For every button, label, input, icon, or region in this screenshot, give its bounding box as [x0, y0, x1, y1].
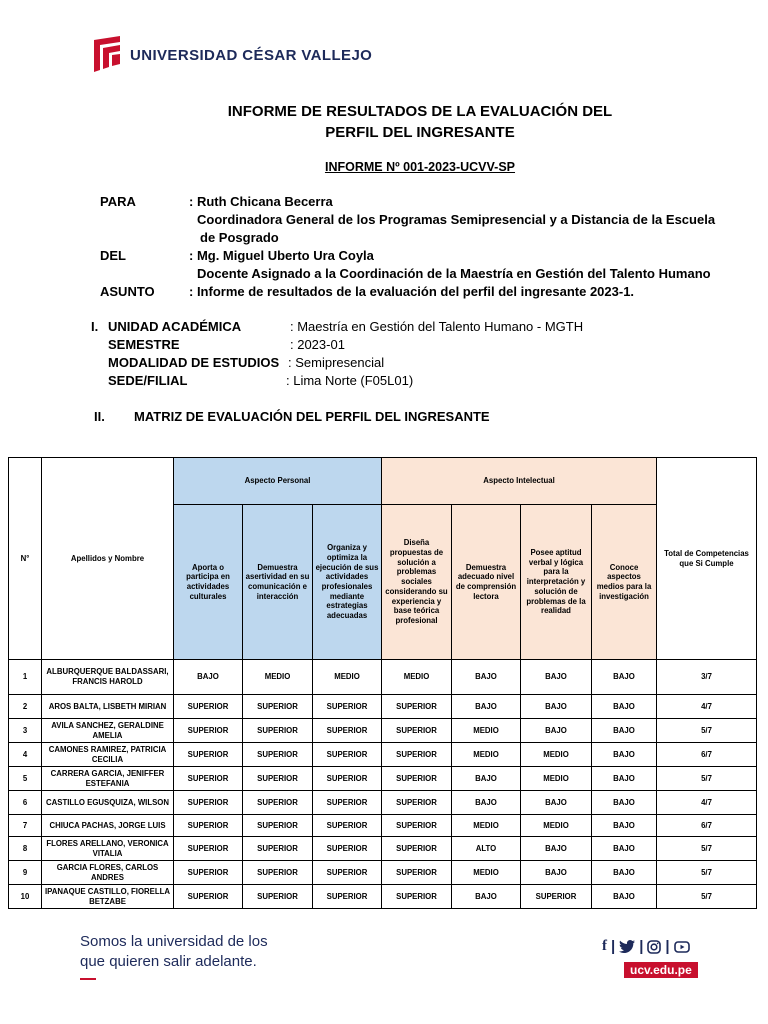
- unidad-academica-label: UNIDAD ACADÉMICA: [108, 319, 242, 334]
- semestre-label: SEMESTRE: [108, 337, 180, 352]
- rating-cell: SUPERIOR: [313, 791, 382, 815]
- rating-cell: BAJO: [592, 791, 657, 815]
- rating-cell: SUPERIOR: [382, 743, 452, 767]
- total-cell: 5/7: [657, 837, 757, 861]
- rating-cell: MEDIO: [313, 660, 382, 695]
- rating-cell: MEDIO: [452, 743, 521, 767]
- rating-cell: SUPERIOR: [243, 837, 313, 861]
- total-cell: 4/7: [657, 695, 757, 719]
- row-number-cell: 10: [9, 885, 42, 909]
- rating-cell: BAJO: [592, 660, 657, 695]
- rating-cell: SUPERIOR: [174, 767, 243, 791]
- rating-cell: SUPERIOR: [243, 885, 313, 909]
- rating-cell: BAJO: [592, 885, 657, 909]
- rating-cell: BAJO: [174, 660, 243, 695]
- rating-cell: SUPERIOR: [313, 815, 382, 837]
- rating-cell: BAJO: [521, 791, 592, 815]
- rating-cell: BAJO: [592, 695, 657, 719]
- rating-cell: MEDIO: [521, 815, 592, 837]
- footer-slogan: [80, 932, 268, 971]
- rating-cell: BAJO: [452, 767, 521, 791]
- slogan-line1: Somos la universidad de los: [80, 933, 268, 950]
- rating-cell: SUPERIOR: [243, 695, 313, 719]
- rating-cell: SUPERIOR: [174, 885, 243, 909]
- rating-cell: SUPERIOR: [382, 837, 452, 861]
- rating-cell: BAJO: [592, 719, 657, 743]
- rating-cell: BAJO: [521, 861, 592, 885]
- para-value: : Ruth Chicana Becerra: [189, 194, 333, 209]
- rating-cell: SUPERIOR: [382, 791, 452, 815]
- rating-cell: SUPERIOR: [313, 743, 382, 767]
- table-row: [9, 695, 757, 719]
- modalidad-value: : Semipresencial: [288, 355, 385, 370]
- rating-cell: MEDIO: [452, 719, 521, 743]
- col-total-header: Total de Competencias que Si Cumple: [657, 458, 757, 660]
- row-number-cell: 3: [9, 719, 42, 743]
- rating-cell: SUPERIOR: [243, 791, 313, 815]
- sub-header: Demuestra adecuado nivel de comprensión lectora: [452, 505, 521, 660]
- rating-cell: BAJO: [521, 660, 592, 695]
- rating-cell: SUPERIOR: [174, 791, 243, 815]
- col-number-header: N°: [9, 458, 42, 660]
- sede-label: SEDE/FILIAL: [108, 373, 188, 388]
- row-number-cell: 9: [9, 861, 42, 885]
- total-cell: 6/7: [657, 743, 757, 767]
- student-name-cell: IPANAQUE CASTILLO, FIORELLA BETZABE: [42, 885, 174, 909]
- website-link[interactable]: ucv.edu.pe: [624, 962, 698, 978]
- rating-cell: BAJO: [452, 885, 521, 909]
- row-number-cell: 4: [9, 743, 42, 767]
- rating-cell: SUPERIOR: [313, 837, 382, 861]
- total-cell: 3/7: [657, 660, 757, 695]
- table-row: [9, 861, 757, 885]
- rating-cell: SUPERIOR: [174, 743, 243, 767]
- semestre-value: : 2023-01: [290, 337, 345, 352]
- del-role: Docente Asignado a la Coordinación de la Maestría en Gestión del Talento Humano: [197, 266, 711, 281]
- rating-cell: SUPERIOR: [174, 837, 243, 861]
- rating-cell: SUPERIOR: [382, 767, 452, 791]
- rating-cell: BAJO: [452, 791, 521, 815]
- rating-cell: SUPERIOR: [313, 885, 382, 909]
- rating-cell: SUPERIOR: [174, 719, 243, 743]
- footer-accent-line: [80, 978, 96, 980]
- document-title-line2: PERFIL DEL INGRESANTE: [325, 124, 515, 141]
- row-number-cell: 2: [9, 695, 42, 719]
- table-row: [9, 743, 757, 767]
- sub-header: Demuestra asertividad en su comunicación e interacción: [243, 505, 313, 660]
- student-name-cell: ALBURQUERQUE BALDASSARI, FRANCIS HAROLD: [42, 660, 174, 695]
- sub-header: Diseña propuestas de solución a problemas sociales considerando su experiencia y base teórica profesional: [382, 505, 452, 660]
- modalidad-label: MODALIDAD DE ESTUDIOS: [108, 355, 280, 370]
- rating-cell: MEDIO: [452, 861, 521, 885]
- unidad-academica-value: : Maestría en Gestión del Talento Humano - MGTH: [290, 319, 584, 334]
- rating-cell: SUPERIOR: [382, 695, 452, 719]
- row-number-cell: 7: [9, 815, 42, 837]
- informe-number: INFORME Nº 001-2023-UCVV-SP: [324, 160, 516, 174]
- student-name-cell: CHIUCA PACHAS, JORGE LUIS: [42, 815, 174, 837]
- sub-header: Posee aptitud verbal y lógica para la interpretación y solución de problemas de la realidad: [521, 505, 592, 660]
- rating-cell: SUPERIOR: [382, 861, 452, 885]
- asunto-label: ASUNTO: [100, 284, 155, 299]
- rating-cell: BAJO: [452, 695, 521, 719]
- student-name-cell: CASTILLO EGUSQUIZA, WILSON: [42, 791, 174, 815]
- rating-cell: MEDIO: [382, 660, 452, 695]
- del-label: DEL: [100, 248, 126, 263]
- rating-cell: BAJO: [521, 695, 592, 719]
- rating-cell: MEDIO: [521, 743, 592, 767]
- table-row: [9, 791, 757, 815]
- student-name-cell: GARCIA FLORES, CARLOS ANDRES: [42, 861, 174, 885]
- sub-header: Aporta o participa en actividades culturales: [174, 505, 243, 660]
- rating-cell: SUPERIOR: [521, 885, 592, 909]
- rating-cell: SUPERIOR: [243, 861, 313, 885]
- ucv-shield-icon: [92, 36, 122, 74]
- table-row: [9, 837, 757, 861]
- matrix-body: [9, 660, 757, 909]
- section2-title: MATRIZ DE EVALUACIÓN DEL PERFIL DEL INGRESANTE: [134, 409, 490, 424]
- sub-header: Conoce aspectos medios para la investigación: [592, 505, 657, 660]
- rating-cell: SUPERIOR: [382, 719, 452, 743]
- student-name-cell: CAMONES RAMIREZ, PATRICIA CECILIA: [42, 743, 174, 767]
- rating-cell: SUPERIOR: [174, 695, 243, 719]
- row-number-cell: 5: [9, 767, 42, 791]
- table-row: [9, 719, 757, 743]
- rating-cell: BAJO: [521, 719, 592, 743]
- sede-value: : Lima Norte (F05L01): [286, 373, 414, 388]
- sub-header: Organiza y optimiza la ejecución de sus actividades profesionales mediante estrategias adecuadas: [313, 505, 382, 660]
- rating-cell: ALTO: [452, 837, 521, 861]
- rating-cell: MEDIO: [521, 767, 592, 791]
- rating-cell: SUPERIOR: [313, 861, 382, 885]
- rating-cell: SUPERIOR: [382, 815, 452, 837]
- student-name-cell: FLORES ARELLANO, VERONICA VITALIA: [42, 837, 174, 861]
- social-separator: |: [639, 938, 644, 955]
- table-row: [9, 815, 757, 837]
- rating-cell: MEDIO: [452, 815, 521, 837]
- evaluation-matrix: [8, 457, 757, 909]
- student-name-cell: CARRERA GARCIA, JENIFFER ESTEFANIA: [42, 767, 174, 791]
- rating-cell: BAJO: [592, 743, 657, 767]
- rating-cell: SUPERIOR: [243, 743, 313, 767]
- group-personal-header: Aspecto Personal: [174, 458, 382, 505]
- section2-numeral: II.: [94, 409, 105, 424]
- rating-cell: SUPERIOR: [243, 815, 313, 837]
- total-cell: 6/7: [657, 815, 757, 837]
- rating-cell: SUPERIOR: [313, 695, 382, 719]
- para-label: PARA: [100, 194, 136, 209]
- table-row: [9, 885, 757, 909]
- section1-numeral: I.: [91, 319, 99, 334]
- logo-text: UNIVERSIDAD CÉSAR VALLEJO: [130, 46, 373, 64]
- total-cell: 5/7: [657, 767, 757, 791]
- para-role-line2: de Posgrado: [200, 230, 279, 245]
- rating-cell: BAJO: [521, 837, 592, 861]
- rating-cell: BAJO: [592, 815, 657, 837]
- rating-cell: SUPERIOR: [243, 719, 313, 743]
- para-role-line1: Coordinadora General de los Programas Semipresencial y a Distancia de la Escuela: [197, 212, 716, 227]
- del-value: : Mg. Miguel Uberto Ura Coyla: [189, 248, 374, 263]
- rating-cell: SUPERIOR: [243, 767, 313, 791]
- group-intelectual-header: Aspecto Intelectual: [382, 458, 657, 505]
- student-name-cell: AROS BALTA, LISBETH MIRIAN: [42, 695, 174, 719]
- rating-cell: SUPERIOR: [174, 815, 243, 837]
- row-number-cell: 6: [9, 791, 42, 815]
- social-links: [602, 938, 690, 955]
- rating-cell: BAJO: [592, 767, 657, 791]
- rating-cell: BAJO: [592, 861, 657, 885]
- row-number-cell: 1: [9, 660, 42, 695]
- row-number-cell: 8: [9, 837, 42, 861]
- instagram-icon[interactable]: [647, 940, 661, 954]
- youtube-icon[interactable]: [674, 941, 690, 953]
- rating-cell: SUPERIOR: [382, 885, 452, 909]
- total-cell: 5/7: [657, 885, 757, 909]
- student-name-cell: AVILA SANCHEZ, GERALDINE AMELIA: [42, 719, 174, 743]
- rating-cell: BAJO: [592, 837, 657, 861]
- total-cell: 5/7: [657, 861, 757, 885]
- rating-cell: SUPERIOR: [313, 767, 382, 791]
- rating-cell: SUPERIOR: [313, 719, 382, 743]
- slogan-line2: que quieren salir adelante.: [80, 952, 257, 970]
- university-logo: [92, 36, 372, 74]
- table-row: [9, 767, 757, 791]
- rating-cell: SUPERIOR: [174, 861, 243, 885]
- asunto-value: : Informe de resultados de la evaluación del perfil del ingresante 2023-1.: [189, 284, 635, 299]
- rating-cell: MEDIO: [243, 660, 313, 695]
- rating-cell: BAJO: [452, 660, 521, 695]
- table-row: [9, 660, 757, 695]
- twitter-icon[interactable]: [619, 940, 635, 953]
- social-separator: |: [665, 938, 670, 955]
- document-title-line1: INFORME DE RESULTADOS DE LA EVALUACIÓN DEL: [227, 103, 613, 120]
- col-name-header: Apellidos y Nombre: [42, 458, 174, 660]
- total-cell: 4/7: [657, 791, 757, 815]
- facebook-icon[interactable]: f: [602, 938, 607, 954]
- social-separator: |: [611, 938, 616, 955]
- total-cell: 5/7: [657, 719, 757, 743]
